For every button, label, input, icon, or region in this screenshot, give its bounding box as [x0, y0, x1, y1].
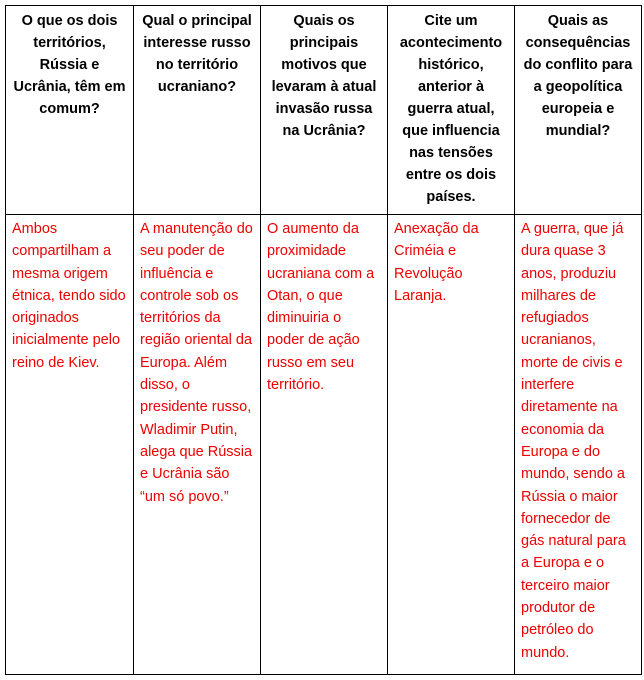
- question-geopolitical-consequences: Quais as consequências do conflito para a geopolítica europeia e mundial?: [515, 6, 642, 215]
- table-body: [6, 215, 642, 675]
- answer-historical-event: Anexação da Criméia e Revolução Laranja.: [388, 215, 515, 675]
- table-header: [6, 6, 642, 215]
- question-invasion-motives: Quais os principais motivos que levaram à atual invasão russa na Ucrânia?: [261, 6, 388, 215]
- answer-geopolitical-consequences: A guerra, que já dura quase 3 anos, produziu milhares de refugiados ucranianos, morte de civis e interfere diretamente na economia da Europa e do mundo, sendo a Rússia o maior fornecedor de gás natural para a Europa e o terceiro maior produtor de petróleo do mundo.: [515, 215, 642, 675]
- answer-russian-interest: A manutenção do seu poder de influência e controle sob os territórios da região oriental da Europa. Além disso, o presidente russo, Wladimir Putin, alega que Rússia e Ucrânia são “um só povo.”: [134, 215, 261, 675]
- answer-row: [6, 215, 642, 675]
- question-historical-event: Cite um acontecimento histórico, anterior à guerra atual, que influencia nas tensões entre os dois países.: [388, 6, 515, 215]
- question-russian-interest: Qual o principal interesse russo no território ucraniano?: [134, 6, 261, 215]
- answer-common-origin: Ambos compartilham a mesma origem étnica, tendo sido originados inicialmente pelo reino de Kiev.: [6, 215, 134, 675]
- header-row: [6, 6, 642, 215]
- questions-answers-table: [5, 5, 642, 675]
- answer-invasion-motives: O aumento da proximidade ucraniana com a Otan, o que diminuiria o poder de ação russo em seu território.: [261, 215, 388, 675]
- question-common-origin: O que os dois territórios, Rússia e Ucrânia, têm em comum?: [6, 6, 134, 215]
